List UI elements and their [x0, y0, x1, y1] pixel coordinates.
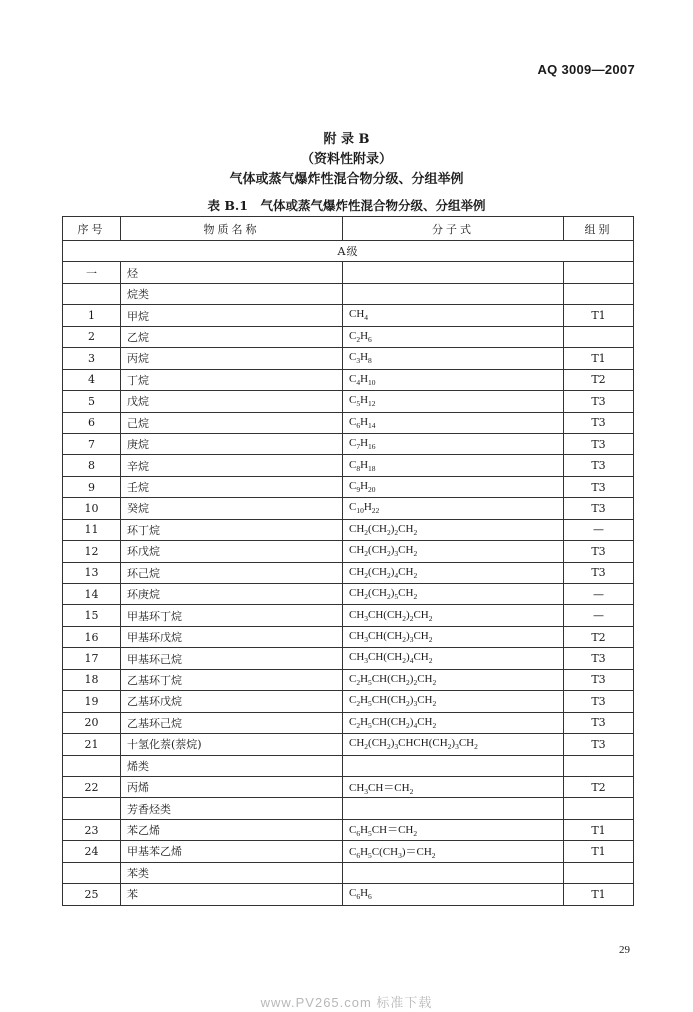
cell-name: 烷类: [121, 283, 343, 304]
cell-name: 环庚烷: [121, 584, 343, 605]
cell-group: [564, 862, 634, 883]
cell-name: 甲基环己烷: [121, 648, 343, 669]
table-row: [63, 648, 634, 669]
cell-no: 14: [63, 584, 121, 605]
table-row: [63, 433, 634, 454]
cell-formula: $C_{10}H_{22}$: [343, 498, 564, 519]
cell-no: 23: [63, 819, 121, 840]
section-label: A级: [63, 241, 634, 262]
table-row: [63, 519, 634, 540]
cell-group: T3: [564, 691, 634, 712]
table-row: [63, 884, 634, 905]
cell-no: 17: [63, 648, 121, 669]
cell-no: [63, 283, 121, 304]
cell-name: 十氢化萘(萘烷): [121, 734, 343, 755]
cell-name: 甲基苯乙烯: [121, 841, 343, 862]
cell-formula: $CH_2(CH_2)_2CH_2$: [343, 519, 564, 540]
cell-no: [63, 798, 121, 819]
cell-name: 环己烷: [121, 562, 343, 583]
cell-no: 6: [63, 412, 121, 433]
cell-group: T1: [564, 305, 634, 326]
classification-table: [62, 216, 634, 906]
cell-formula: $C_6H_{14}$: [343, 412, 564, 433]
cell-group: T1: [564, 841, 634, 862]
cell-name: 甲烷: [121, 305, 343, 326]
cell-name: 芳香烃类: [121, 798, 343, 819]
section-row: [63, 241, 634, 262]
cell-name: 苯: [121, 884, 343, 905]
cell-group: [564, 798, 634, 819]
cell-group: T1: [564, 819, 634, 840]
cell-name: 环丁烷: [121, 519, 343, 540]
cell-no: 9: [63, 476, 121, 497]
cell-no: 13: [63, 562, 121, 583]
cell-group: [564, 755, 634, 776]
watermark: www.PV265.com 标准下载: [260, 995, 433, 1010]
cell-group: T3: [564, 648, 634, 669]
table-row: [63, 584, 634, 605]
cell-name: 庚烷: [121, 433, 343, 454]
table-row: [63, 734, 634, 755]
cell-formula: $C_8H_{18}$: [343, 455, 564, 476]
cell-no: 21: [63, 734, 121, 755]
table-row: [63, 605, 634, 626]
cell-name: 乙基环戊烷: [121, 691, 343, 712]
table-row: [63, 819, 634, 840]
cell-group: T3: [564, 734, 634, 755]
cell-group: T3: [564, 476, 634, 497]
table-caption: 表 B.1 气体或蒸气爆炸性混合物分级、分组举例: [207, 198, 486, 213]
cell-name: 壬烷: [121, 476, 343, 497]
cell-formula: $CH_3CH(CH_2)_4CH_2$: [343, 648, 564, 669]
cell-name: 辛烷: [121, 455, 343, 476]
header-formula: 分子式: [343, 217, 564, 241]
cell-no: 一: [63, 262, 121, 283]
cell-formula: $C_6H_5C(CH_3)=CH_2$: [343, 841, 564, 862]
cell-group: —: [564, 519, 634, 540]
cell-no: 2: [63, 326, 121, 347]
table-row: [63, 326, 634, 347]
cell-formula: $CH_3CH=CH_2$: [343, 776, 564, 797]
table-row: [63, 669, 634, 690]
cell-name: 甲基环戊烷: [121, 626, 343, 647]
annex-title: 附 录 B: [323, 132, 370, 147]
cell-name: 己烷: [121, 412, 343, 433]
table-row: [63, 862, 634, 883]
cell-group: T3: [564, 412, 634, 433]
table-row: [63, 755, 634, 776]
cell-no: 8: [63, 455, 121, 476]
table-row: [63, 776, 634, 797]
cell-name: 甲基环丁烷: [121, 605, 343, 626]
cell-formula: $C_9H_{20}$: [343, 476, 564, 497]
table-row: [63, 626, 634, 647]
cell-formula: $C_6H_6$: [343, 884, 564, 905]
cell-formula: [343, 262, 564, 283]
cell-name: 戊烷: [121, 391, 343, 412]
cell-group: T3: [564, 712, 634, 733]
cell-name: 丙烷: [121, 348, 343, 369]
cell-formula: $C_2H_5CH(CH_2)_2CH_2$: [343, 669, 564, 690]
cell-no: 11: [63, 519, 121, 540]
cell-no: 25: [63, 884, 121, 905]
annex-heading: 气体或蒸气爆炸性混合物分级、分组举例: [229, 172, 464, 187]
cell-group: [564, 262, 634, 283]
cell-no: 7: [63, 433, 121, 454]
cell-group: T3: [564, 562, 634, 583]
cell-formula: [343, 283, 564, 304]
table-row: [63, 455, 634, 476]
cell-no: 24: [63, 841, 121, 862]
cell-no: 22: [63, 776, 121, 797]
cell-group: T3: [564, 669, 634, 690]
cell-name: 乙烷: [121, 326, 343, 347]
cell-no: 20: [63, 712, 121, 733]
cell-no: 19: [63, 691, 121, 712]
header-group: 组别: [564, 217, 634, 241]
table-row: [63, 348, 634, 369]
document-number: AQ 3009—2007: [537, 62, 635, 77]
cell-group: T3: [564, 391, 634, 412]
table-row: [63, 391, 634, 412]
cell-formula: [343, 755, 564, 776]
table-row: [63, 798, 634, 819]
cell-formula: $C_2H_5CH(CH_2)_3CH_2$: [343, 691, 564, 712]
header-name: 物质名称: [121, 217, 343, 241]
cell-no: 10: [63, 498, 121, 519]
cell-name: 环戊烷: [121, 541, 343, 562]
cell-group: T3: [564, 498, 634, 519]
cell-group: [564, 283, 634, 304]
cell-no: 1: [63, 305, 121, 326]
table-row: [63, 541, 634, 562]
cell-no: 15: [63, 605, 121, 626]
table-row: [63, 841, 634, 862]
cell-formula: $CH_2(CH_2)_5CH_2$: [343, 584, 564, 605]
cell-group: T2: [564, 369, 634, 390]
cell-no: [63, 862, 121, 883]
table-row: [63, 476, 634, 497]
cell-group: T3: [564, 433, 634, 454]
cell-formula: $CH_4$: [343, 305, 564, 326]
cell-group: T1: [564, 348, 634, 369]
cell-formula: $C_7H_{16}$: [343, 433, 564, 454]
cell-no: 18: [63, 669, 121, 690]
cell-formula: $CH_3CH(CH_2)_3CH_2$: [343, 626, 564, 647]
table-row: [63, 691, 634, 712]
table-body: [63, 241, 634, 906]
cell-group: T3: [564, 455, 634, 476]
cell-group: T2: [564, 626, 634, 647]
cell-formula: $CH_3CH(CH_2)_2CH_2$: [343, 605, 564, 626]
cell-name: 烃: [121, 262, 343, 283]
table-row: [63, 498, 634, 519]
cell-name: 丁烷: [121, 369, 343, 390]
cell-formula: $C_5H_{12}$: [343, 391, 564, 412]
cell-formula: $C_4H_{10}$: [343, 369, 564, 390]
cell-no: 12: [63, 541, 121, 562]
cell-no: 16: [63, 626, 121, 647]
cell-name: 烯类: [121, 755, 343, 776]
annex-type: （资料性附录）: [300, 152, 392, 167]
cell-name: 苯类: [121, 862, 343, 883]
cell-formula: [343, 798, 564, 819]
table-row: [63, 283, 634, 304]
cell-group: [564, 326, 634, 347]
cell-formula: $C_2H_5CH(CH_2)_4CH_2$: [343, 712, 564, 733]
cell-group: T1: [564, 884, 634, 905]
cell-formula: $CH_2(CH_2)_3CHCH(CH_2)_3CH_2$: [343, 734, 564, 755]
table-row: [63, 262, 634, 283]
cell-group: —: [564, 605, 634, 626]
cell-formula: $C_6H_5CH=CH_2$: [343, 819, 564, 840]
cell-name: 丙烯: [121, 776, 343, 797]
cell-formula: [343, 862, 564, 883]
table-row: [63, 562, 634, 583]
table-row: [63, 369, 634, 390]
cell-group: T3: [564, 541, 634, 562]
cell-formula: $C_2H_6$: [343, 326, 564, 347]
table-header-row: [63, 217, 634, 241]
header-no: 序号: [63, 217, 121, 241]
cell-formula: $CH_2(CH_2)_4CH_2$: [343, 562, 564, 583]
cell-name: 乙基环己烷: [121, 712, 343, 733]
cell-no: [63, 755, 121, 776]
table-row: [63, 712, 634, 733]
cell-formula: $CH_2(CH_2)_3CH_2$: [343, 541, 564, 562]
cell-name: 乙基环丁烷: [121, 669, 343, 690]
cell-group: —: [564, 584, 634, 605]
table-row: [63, 305, 634, 326]
table-row: [63, 412, 634, 433]
cell-formula: $C_3H_8$: [343, 348, 564, 369]
cell-no: 3: [63, 348, 121, 369]
cell-no: 5: [63, 391, 121, 412]
page-number: 29: [619, 944, 630, 956]
cell-no: 4: [63, 369, 121, 390]
cell-group: T2: [564, 776, 634, 797]
cell-name: 癸烷: [121, 498, 343, 519]
cell-name: 苯乙烯: [121, 819, 343, 840]
